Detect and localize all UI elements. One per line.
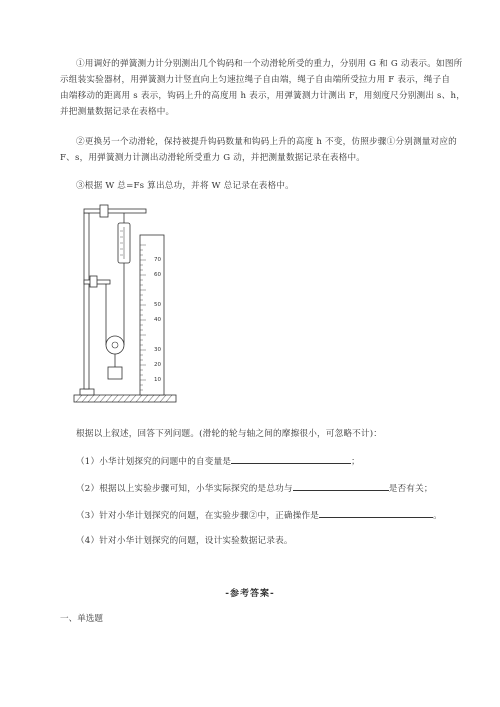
step-1-line-1: ①用调好的弹簧测力计分别测出几个钩码和一个动滑轮所受的重力，分别用 G 和 G 动表示。如图所: [76, 59, 463, 69]
apparatus-figure: [60, 195, 180, 414]
question-2: [76, 482, 433, 495]
stand-foot: [80, 389, 94, 395]
pulley-apparatus-diagram: [60, 195, 180, 410]
question-4: [76, 535, 293, 547]
question-3-suffix: 。: [433, 511, 442, 521]
ruler-label-10: 10: [154, 377, 161, 383]
question-2-suffix: 是否有关；: [388, 484, 433, 494]
question-3-text: （3）针对小华计划探究的问题，在实验步骤②中，正确操作是: [76, 511, 320, 521]
answer-heading: -参考答案-: [225, 589, 275, 599]
question-2-text: （2）根据以上实验步骤可知，小华实际探究的是总功与: [76, 484, 293, 494]
step-2-line-2: F、s，用弹簧测力计测出动滑轮所受重力 G 动，并把测量数据记录在表格中。: [60, 153, 366, 163]
question-1: [76, 455, 360, 468]
step-2-line-1: ②更换另一个动滑轮，保持被提升钩码数量和钩码上升的高度 h 不变，仿照步骤①分别测量对应的: [76, 137, 457, 147]
question-3: [76, 509, 442, 522]
question-2-blank[interactable]: [293, 482, 389, 491]
question-1-text: （1）小华计划探究的问题中的自变量是: [76, 457, 232, 467]
step-1-paragraph: [60, 56, 470, 120]
question-1-blank[interactable]: [231, 455, 351, 464]
hook-weights: [108, 367, 122, 379]
step-1-line-4: 并把测量数据记录在表格中。: [60, 107, 175, 117]
ruler-label-70: 70: [154, 257, 161, 263]
ruler-label-30: 30: [154, 347, 161, 353]
instruction-line: 根据以上叙述，回答下列问题。(滑轮的轮与轴之间的摩擦很小，可忽略不计)：: [76, 429, 383, 439]
ruler-label-50: 50: [154, 302, 161, 308]
ruler-label-20: 20: [154, 362, 161, 368]
step-2-paragraph: [60, 134, 470, 166]
step-3-line-1: ③根据 W 总=Fs 算出总功，并将 W 总记录在表格中。: [76, 181, 294, 191]
step-1-line-3: 由端移动的距离用 s 表示，钩码上升的高度用 h 表示，用弹簧测力计测出 F，用刻度尺分别测出 s、h，: [60, 91, 465, 101]
step-3-paragraph: [60, 178, 470, 194]
stand-pole: [84, 213, 89, 389]
question-1-suffix: ；: [351, 457, 360, 467]
instruction-paragraph: [60, 426, 470, 442]
question-4-text: （4）针对小华计划探究的问题，设计实验数据记录表。: [76, 536, 293, 546]
section-title: 一、单选题: [60, 614, 103, 624]
top-clamp: [100, 205, 108, 217]
ruler-label-40: 40: [154, 317, 161, 323]
middle-clamp: [90, 276, 97, 287]
step-1-line-2: 示组装实验器材，用弹簧测力计竖直向上匀速拉绳子自由端，绳子自由端所受拉力用 F 表示，绳子自: [60, 75, 451, 85]
top-arm: [84, 209, 146, 213]
question-3-blank[interactable]: [319, 509, 433, 518]
ruler-label-60: 60: [154, 272, 161, 278]
